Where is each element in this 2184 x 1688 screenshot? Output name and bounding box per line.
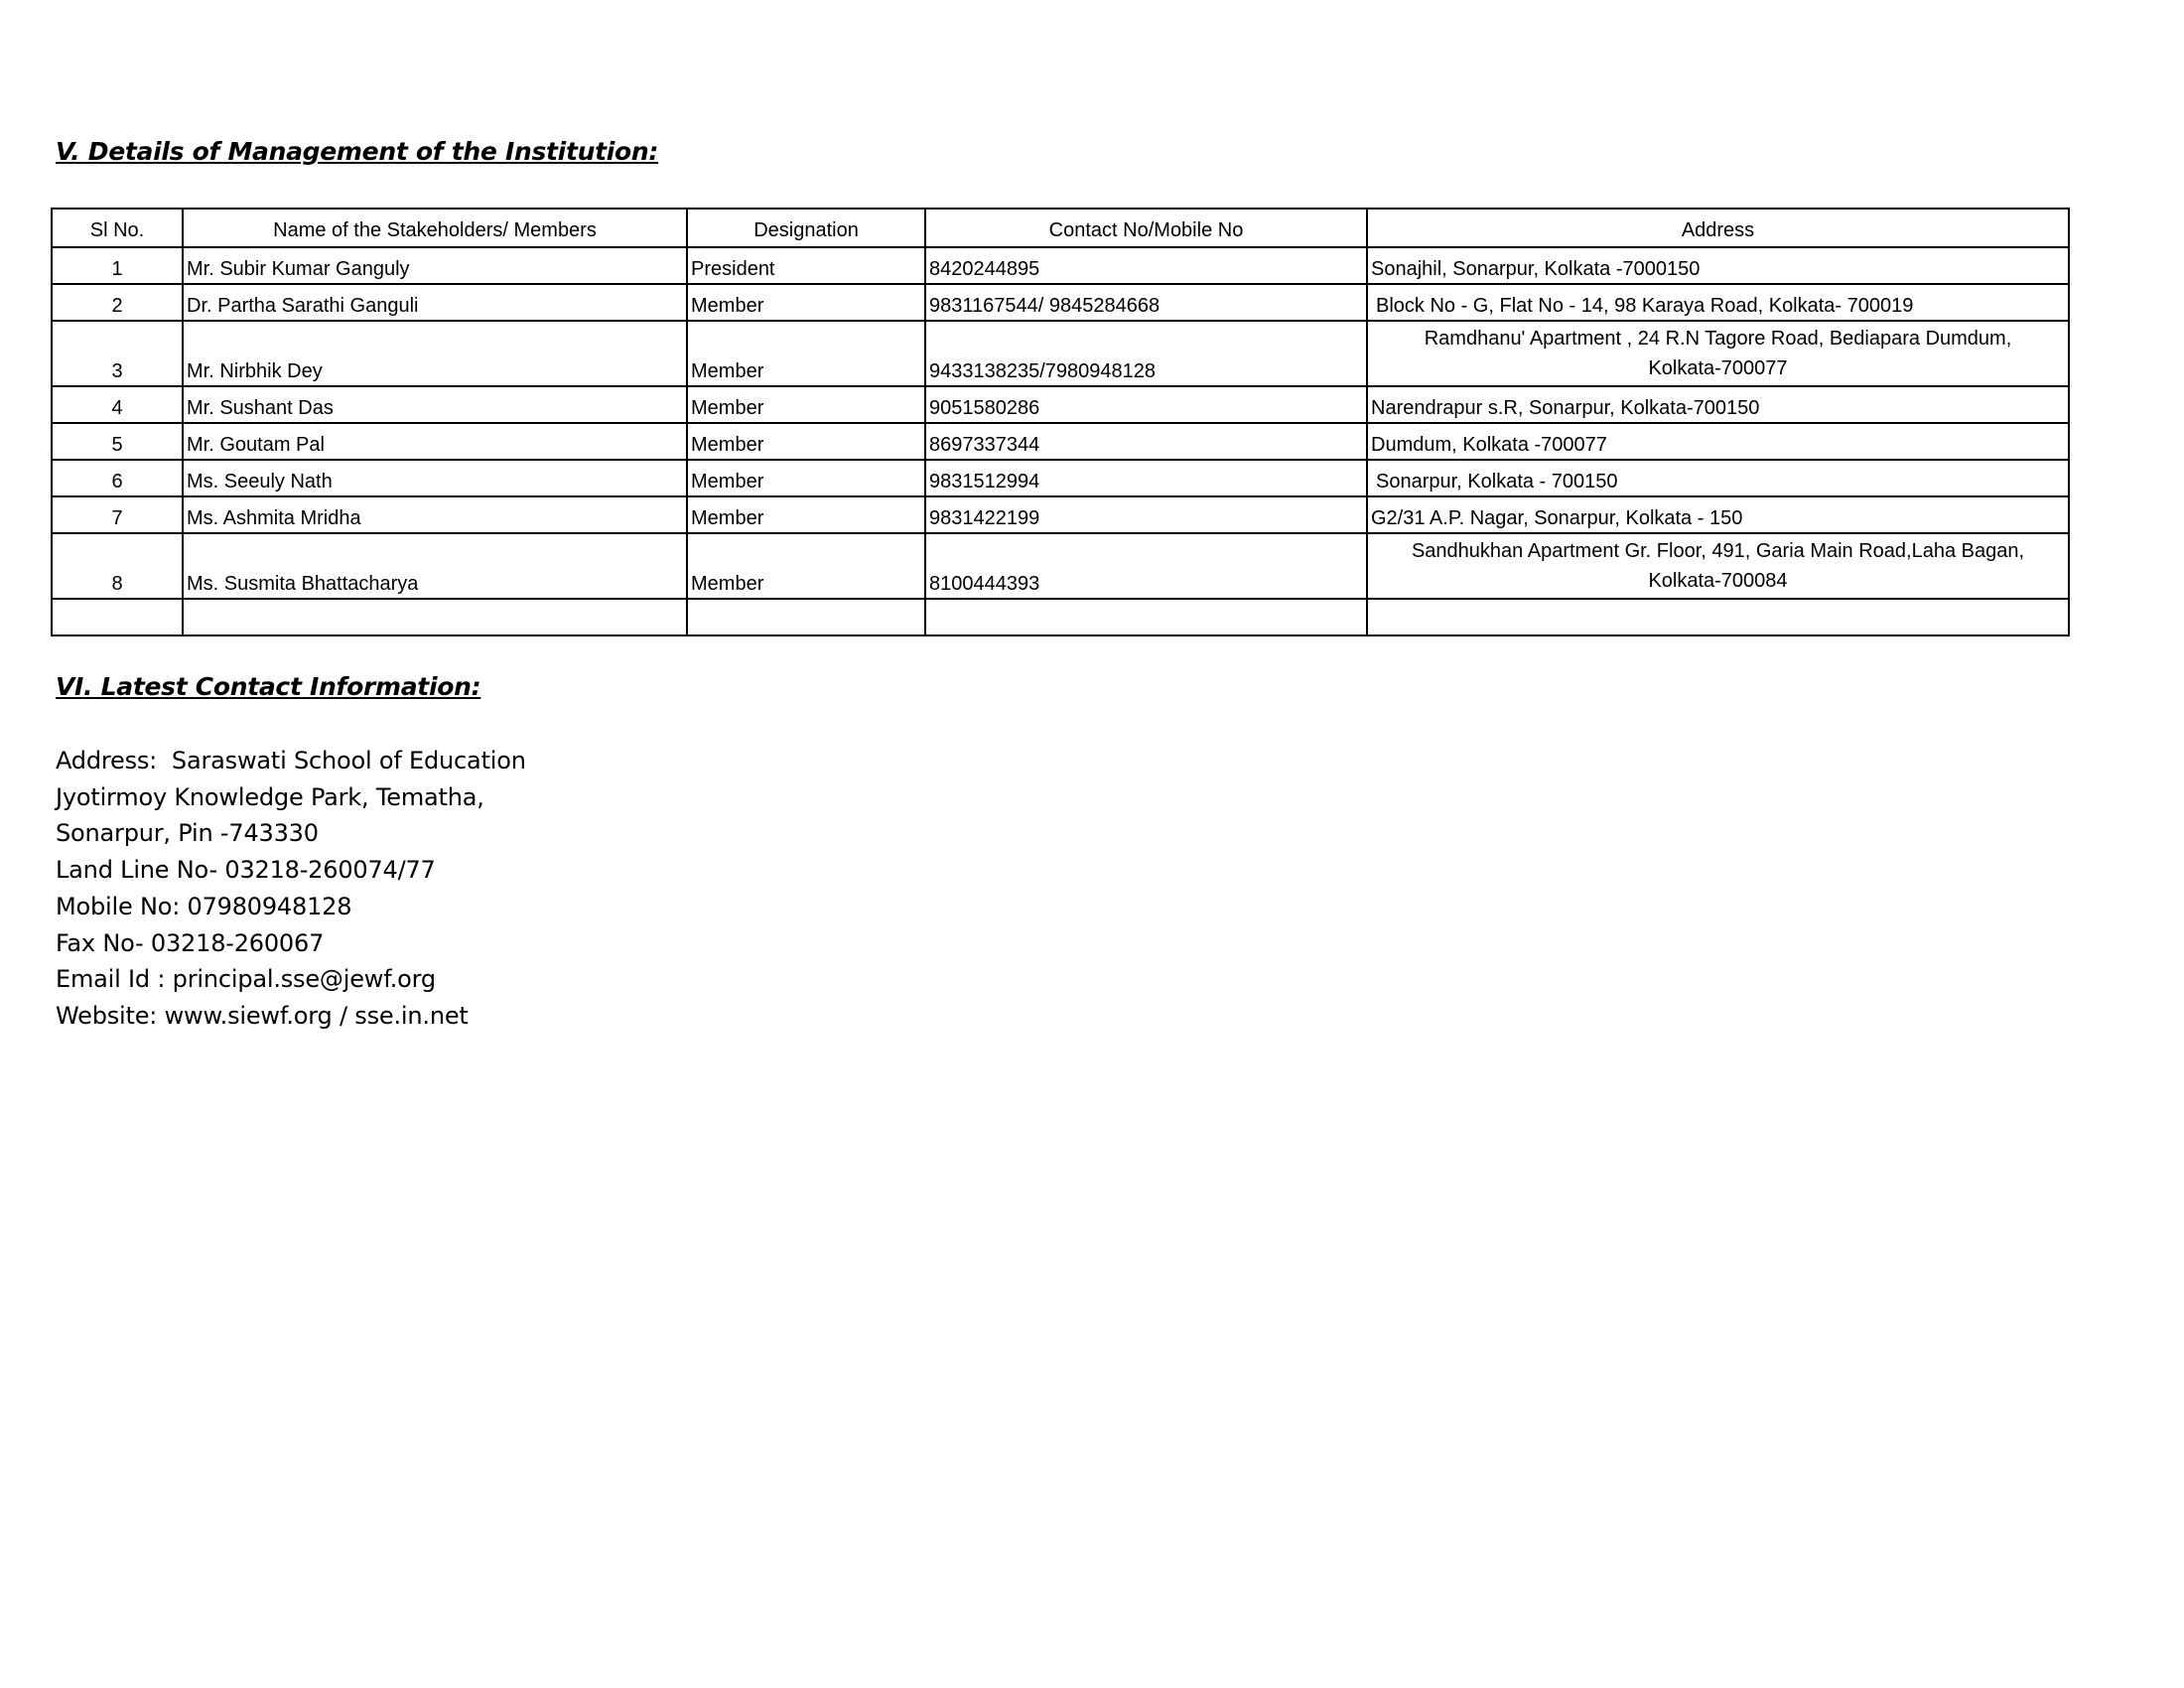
cell-address: Dumdum, Kolkata -700077 bbox=[1367, 423, 2069, 460]
cell-name: Ms. Susmita Bhattacharya bbox=[183, 533, 687, 599]
table-row bbox=[52, 533, 2069, 599]
cell-designation: President bbox=[687, 247, 925, 284]
contact-info-block bbox=[56, 743, 526, 1035]
contact-address-line: Jyotirmoy Knowledge Park, Tematha, bbox=[56, 782, 484, 811]
cell-sl-no: 7 bbox=[52, 496, 183, 533]
cell-designation: Member bbox=[687, 533, 925, 599]
table-row bbox=[52, 284, 2069, 321]
table-row bbox=[52, 423, 2069, 460]
cell-contact: 9433138235/7980948128 bbox=[925, 321, 1367, 386]
table-row-empty bbox=[52, 599, 2069, 635]
cell-address: Sonarpur, Kolkata - 700150 bbox=[1367, 460, 2069, 496]
cell-contact: 9831422199 bbox=[925, 496, 1367, 533]
table-header-row bbox=[52, 209, 2069, 247]
cell-name: Ms. Seeuly Nath bbox=[183, 460, 687, 496]
cell-name: Ms. Ashmita Mridha bbox=[183, 496, 687, 533]
cell-name: Mr. Goutam Pal bbox=[183, 423, 687, 460]
cell-contact: 9051580286 bbox=[925, 386, 1367, 423]
cell-name: Mr. Nirbhik Dey bbox=[183, 321, 687, 386]
table-row bbox=[52, 247, 2069, 284]
cell-address: G2/31 A.P. Nagar, Sonarpur, Kolkata - 150 bbox=[1367, 496, 2069, 533]
cell-designation: Member bbox=[687, 321, 925, 386]
cell-name: Dr. Partha Sarathi Ganguli bbox=[183, 284, 687, 321]
cell-sl-no: 3 bbox=[52, 321, 183, 386]
section-vi-heading: VI. Latest Contact Information: bbox=[56, 672, 481, 701]
cell-contact: 9831167544/ 9845284668 bbox=[925, 284, 1367, 321]
cell-designation: Member bbox=[687, 460, 925, 496]
management-table bbox=[51, 208, 2070, 636]
table-row bbox=[52, 496, 2069, 533]
cell-address: Sandhukhan Apartment Gr. Floor, 491, Garia Main Road,Laha Bagan, Kolkata-700084 bbox=[1367, 533, 2069, 599]
cell-name: Mr. Sushant Das bbox=[183, 386, 687, 423]
cell-name: Mr. Subir Kumar Ganguly bbox=[183, 247, 687, 284]
cell-sl-no: 6 bbox=[52, 460, 183, 496]
cell-address: Narendrapur s.R, Sonarpur, Kolkata-700150 bbox=[1367, 386, 2069, 423]
cell-contact: 8697337344 bbox=[925, 423, 1367, 460]
cell-address: Sonajhil, Sonarpur, Kolkata -7000150 bbox=[1367, 247, 2069, 284]
cell-contact: 9831512994 bbox=[925, 460, 1367, 496]
cell-designation: Member bbox=[687, 386, 925, 423]
contact-address-line: Address: Saraswati School of Education bbox=[56, 747, 526, 774]
table-row bbox=[52, 386, 2069, 423]
contact-address-line: Sonarpur, Pin -743330 bbox=[56, 819, 319, 848]
header-address: Address bbox=[1367, 209, 2069, 247]
contact-landline: Land Line No- 03218-260074/77 bbox=[56, 856, 436, 885]
table-row bbox=[52, 460, 2069, 496]
contact-fax: Fax No- 03218-260067 bbox=[56, 928, 325, 957]
contact-email: Email Id : principal.sse@jewf.org bbox=[56, 965, 436, 994]
cell-sl-no: 1 bbox=[52, 247, 183, 284]
header-sl-no: Sl No. bbox=[52, 209, 183, 247]
cell-sl-no: 8 bbox=[52, 533, 183, 599]
section-v-heading: V. Details of Management of the Institution: bbox=[56, 137, 659, 166]
cell-sl-no: 2 bbox=[52, 284, 183, 321]
header-contact: Contact No/Mobile No bbox=[925, 209, 1367, 247]
cell-contact: 8100444393 bbox=[925, 533, 1367, 599]
cell-empty bbox=[687, 599, 925, 635]
header-name: Name of the Stakeholders/ Members bbox=[183, 209, 687, 247]
contact-website: Website: www.siewf.org / sse.in.net bbox=[56, 1001, 469, 1030]
cell-empty bbox=[183, 599, 687, 635]
cell-sl-no: 4 bbox=[52, 386, 183, 423]
cell-contact: 8420244895 bbox=[925, 247, 1367, 284]
cell-designation: Member bbox=[687, 496, 925, 533]
cell-designation: Member bbox=[687, 423, 925, 460]
cell-address: Ramdhanu' Apartment , 24 R.N Tagore Road, Bediapara Dumdum, Kolkata-700077 bbox=[1367, 321, 2069, 386]
header-designation: Designation bbox=[687, 209, 925, 247]
cell-sl-no: 5 bbox=[52, 423, 183, 460]
table-row bbox=[52, 321, 2069, 386]
cell-empty bbox=[925, 599, 1367, 635]
cell-designation: Member bbox=[687, 284, 925, 321]
contact-mobile: Mobile No: 07980948128 bbox=[56, 892, 352, 920]
cell-empty bbox=[1367, 599, 2069, 635]
cell-address: Block No - G, Flat No - 14, 98 Karaya Road, Kolkata- 700019 bbox=[1367, 284, 2069, 321]
cell-empty bbox=[52, 599, 183, 635]
